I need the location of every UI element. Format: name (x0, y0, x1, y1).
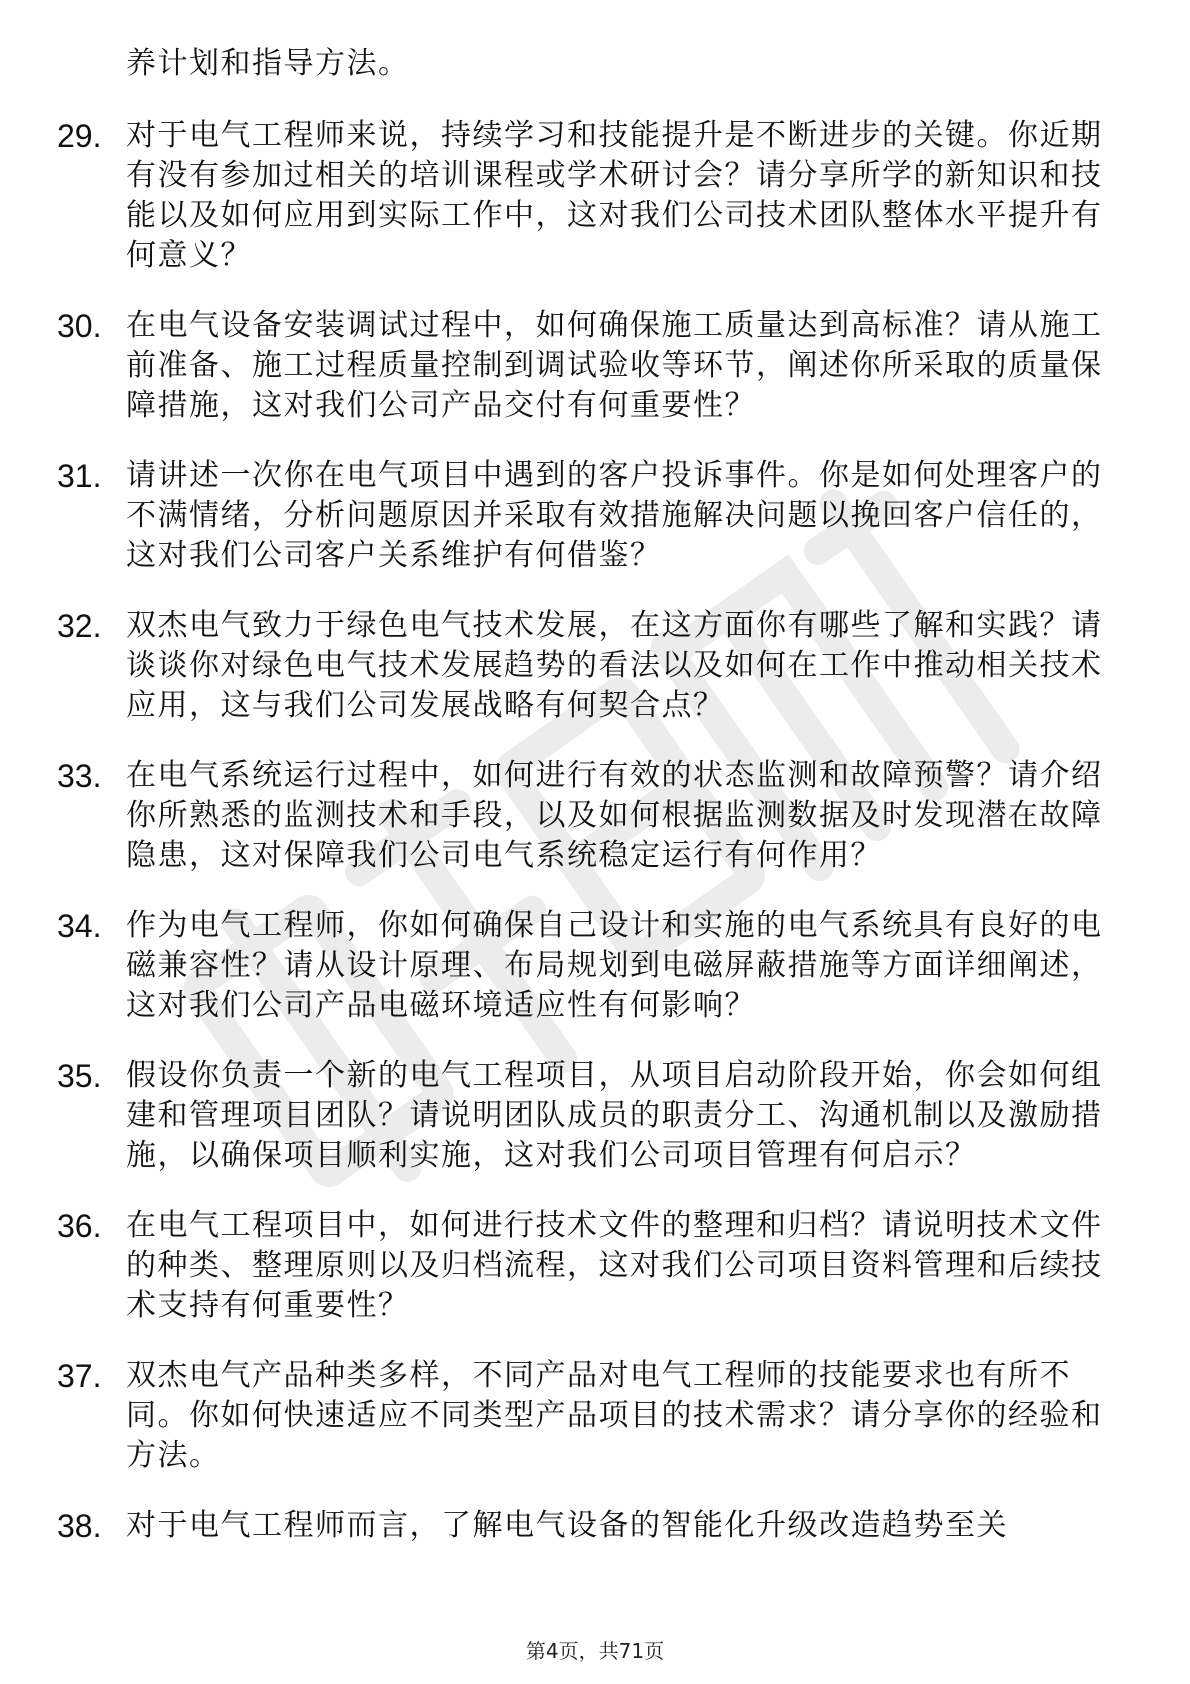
question-number: 38. (57, 1508, 102, 1544)
question-text: 在电气系统运行过程中，如何进行有效的状态监测和故障预警？请介绍你所熟悉的监测技术和手段，以及如何根据监测数据及时发现潜在故障隐患，这对保障我们公司电气系统稳定运行有何作用？ (126, 758, 1103, 873)
question-text: 对于电气工程师而言，了解电气设备的智能化升级改造趋势至关 (126, 1508, 1008, 1543)
question-number: 33. (57, 758, 102, 794)
question-text: 对于电气工程师来说，持续学习和技能提升是不断进步的关键。你近期有没有参加过相关的培训课程或学术研讨会？请分享所学的新知识和技能以及如何应用到实际工作中，这对我们公司技术团队整体水平提升有何意义？ (126, 118, 1103, 273)
question-item (0, 906, 1190, 1026)
question-item (0, 1206, 1190, 1326)
question-number: 36. (57, 1208, 102, 1244)
question-text: 在电气设备安装调试过程中，如何确保施工质量达到高标准？请从施工前准备、施工过程质量控制到调试验收等环节，阐述你所采取的质量保障措施，这对我们公司产品交付有何重要性？ (126, 308, 1103, 423)
continuation-text: 养计划和指导方法。 (126, 46, 410, 81)
question-text: 请讲述一次你在电气项目中遇到的客户投诉事件。你是如何处理客户的不满情绪，分析问题原因并采取有效措施解决问题以挽回客户信任的，这对我们公司客户关系维护有何借鉴？ (126, 458, 1103, 573)
question-text: 在电气工程项目中，如何进行技术文件的整理和归档？请说明技术文件的种类、整理原则以及归档流程，这对我们公司项目资料管理和后续技术支持有何重要性？ (126, 1208, 1103, 1323)
question-item (0, 756, 1190, 876)
question-item (0, 1356, 1190, 1476)
question-text: 作为电气工程师，你如何确保自己设计和实施的电气系统具有良好的电磁兼容性？请从设计原理、布局规划到电磁屏蔽措施等方面详细阐述，这对我们公司产品电磁环境适应性有何影响？ (126, 908, 1103, 1023)
question-number: 37. (57, 1358, 102, 1394)
question-item (0, 116, 1190, 276)
question-text: 双杰电气产品种类多样，不同产品对电气工程师的技能要求也有所不同。你如何快速适应不同类型产品项目的技术需求？请分享你的经验和方法。 (126, 1358, 1103, 1473)
question-number: 32. (57, 608, 102, 644)
question-item (0, 456, 1190, 576)
question-number: 34. (57, 908, 102, 944)
question-item (0, 606, 1190, 726)
question-text: 双杰电气致力于绿色电气技术发展，在这方面你有哪些了解和实践？请谈谈你对绿色电气技术发展趋势的看法以及如何在工作中推动相关技术应用，这与我们公司发展战略有何契合点？ (126, 608, 1103, 723)
question-text: 假设你负责一个新的电气工程项目，从项目启动阶段开始，你会如何组建和管理项目团队？请说明团队成员的职责分工、沟通机制以及激励措施，以确保项目顺利实施，这对我们公司项目管理有何启示？ (126, 1058, 1103, 1173)
question-number: 29. (57, 118, 102, 154)
question-number: 35. (57, 1058, 102, 1094)
question-number: 31. (57, 458, 102, 494)
question-list (0, 116, 1190, 1576)
question-number: 30. (57, 308, 102, 344)
page-footer: 第4页，共71页 (525, 1639, 665, 1663)
question-item (0, 306, 1190, 426)
question-item (0, 1506, 1190, 1546)
question-item (0, 1056, 1190, 1176)
